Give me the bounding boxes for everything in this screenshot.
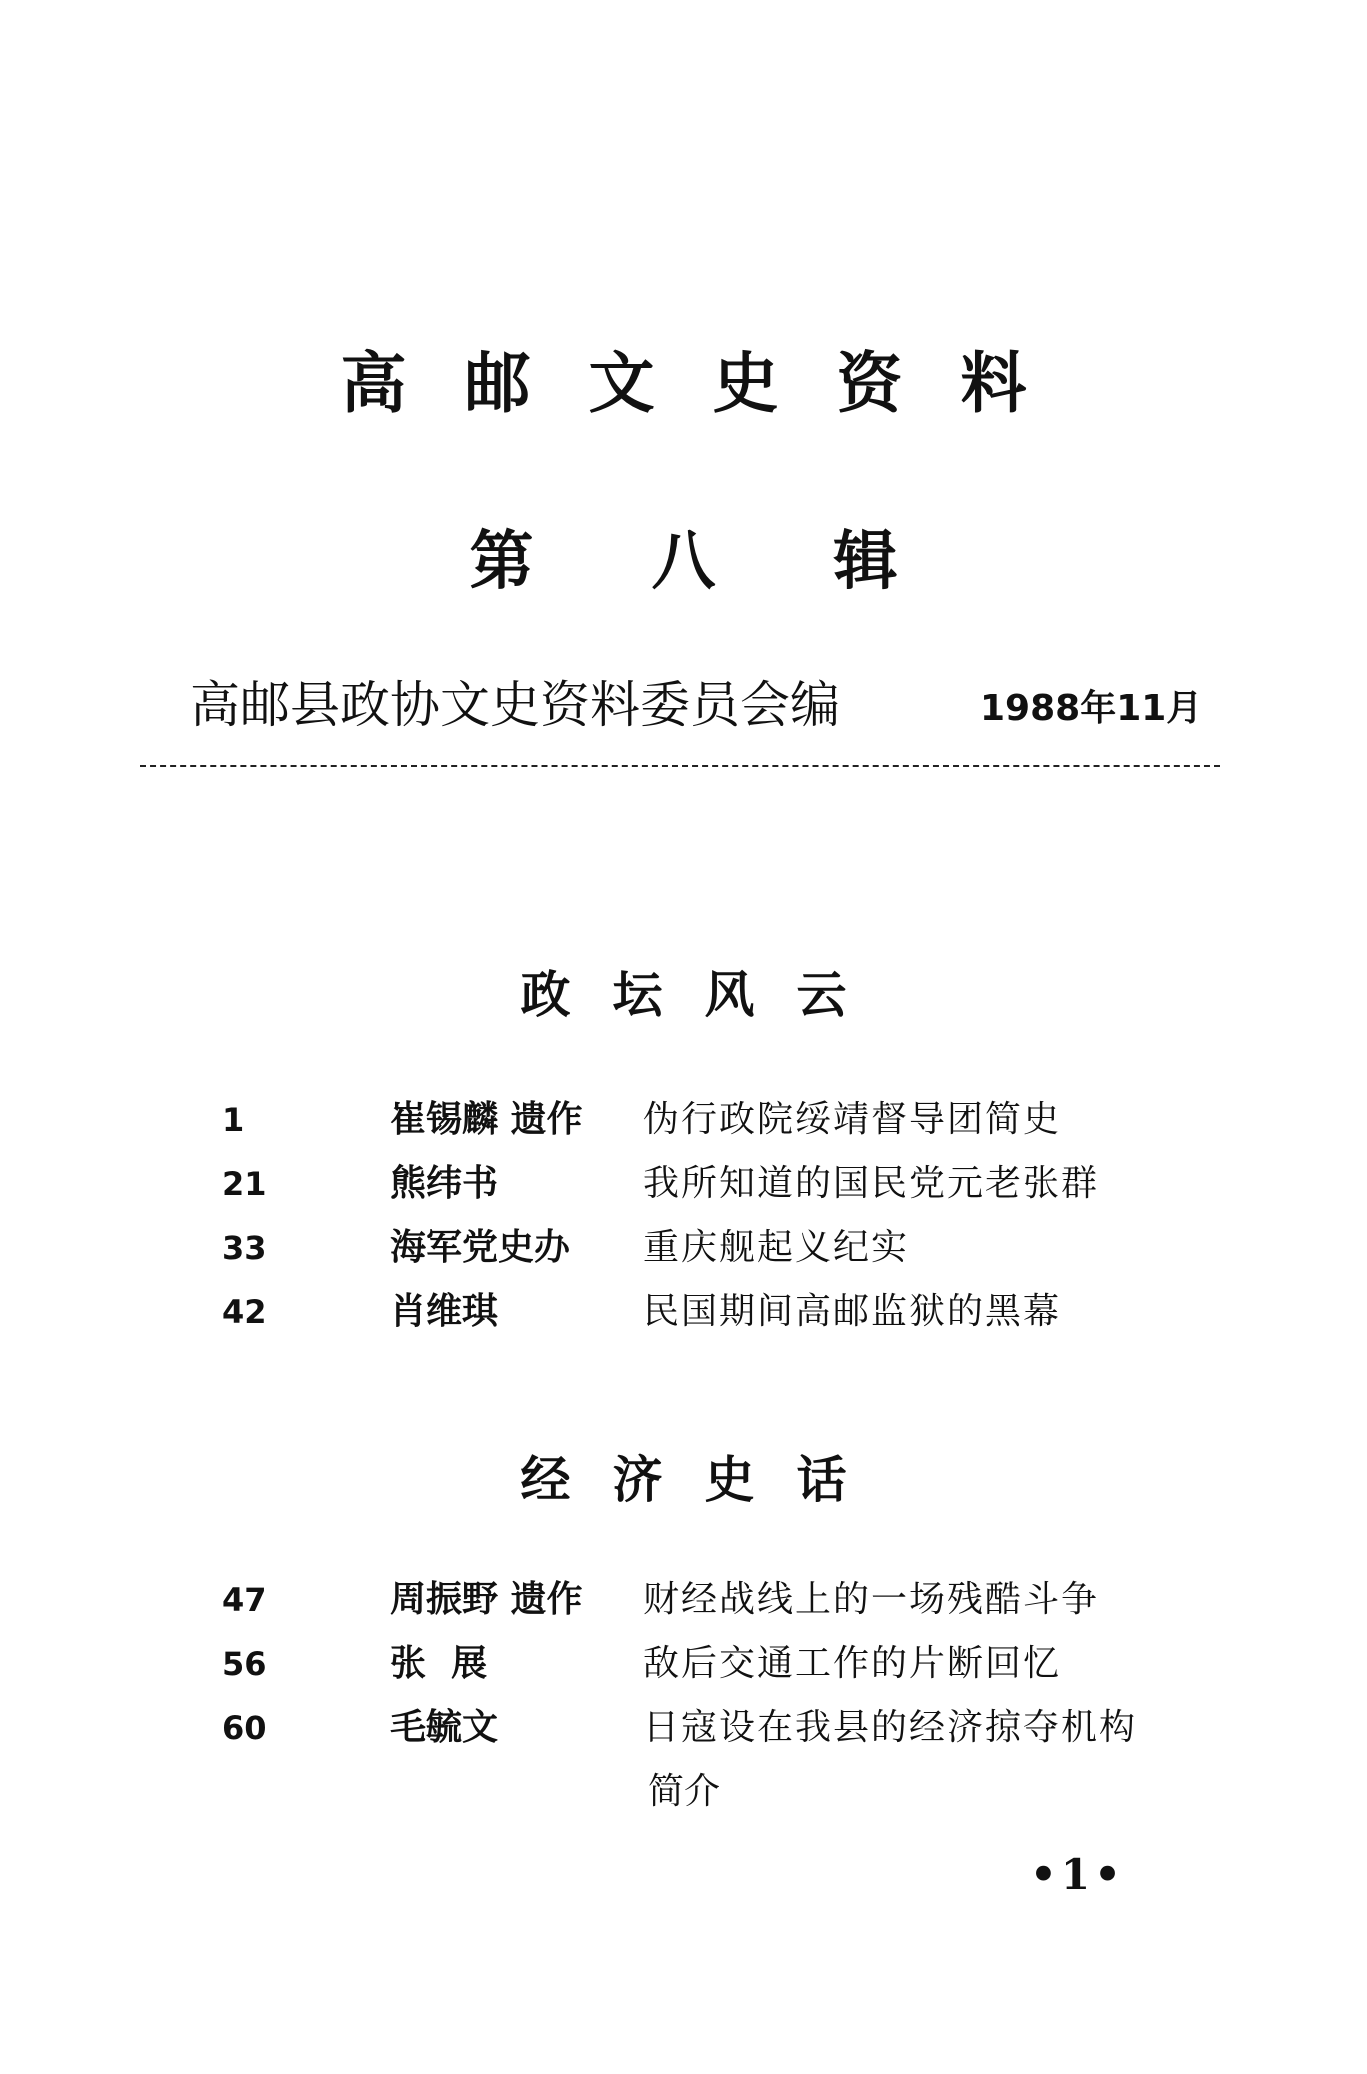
toc-title-continuation: 简介	[648, 1771, 721, 1812]
toc-title: 我所知道的国民党元老张群	[643, 1163, 1100, 1204]
publication-date: 1988年11月	[980, 688, 1203, 729]
toc-entry	[0, 1090, 1367, 1150]
toc-page-number: 33	[222, 1229, 267, 1267]
toc-author: 周振野 遗作	[390, 1579, 583, 1620]
toc-page-number: 56	[222, 1645, 267, 1683]
toc-title: 重庆舰起义纪实	[643, 1227, 910, 1268]
toc-author: 崔锡麟 遗作	[390, 1099, 583, 1140]
section-heading-politics: 政坛风云	[520, 966, 889, 1024]
volume-number: 第八辑	[469, 525, 1016, 599]
toc-title: 日寇设在我县的经济掠夺机构	[643, 1707, 1138, 1748]
toc-entry	[0, 1154, 1367, 1214]
toc-title: 伪行政院绥靖督导团简史	[643, 1099, 1062, 1140]
toc-author: 熊纬书	[390, 1163, 499, 1204]
toc-entry	[0, 1218, 1367, 1278]
toc-author: 毛毓文	[390, 1707, 499, 1748]
toc-page-number: 1	[222, 1101, 245, 1139]
divider-rule	[140, 765, 1220, 767]
toc-page-number: 60	[222, 1709, 267, 1747]
toc-page-number: 21	[222, 1165, 267, 1203]
toc-page-number: 47	[222, 1581, 267, 1619]
toc-entry	[0, 1698, 1367, 1758]
toc-author: 张 展	[390, 1643, 488, 1684]
toc-title: 民国期间高邮监狱的黑幕	[643, 1291, 1062, 1332]
section-heading-economy: 经济史话	[520, 1451, 889, 1509]
toc-entry	[0, 1282, 1367, 1342]
toc-entry	[0, 1634, 1367, 1694]
book-title: 高邮文史资料	[340, 345, 1085, 422]
page-number: •1•	[1030, 1850, 1125, 1899]
editor-line: 高邮县政协文史资料委员会编	[190, 676, 840, 734]
toc-page-number: 42	[222, 1293, 267, 1331]
toc-title: 敌后交通工作的片断回忆	[643, 1643, 1062, 1684]
toc-author: 肖维琪	[390, 1291, 499, 1332]
toc-entry	[0, 1570, 1367, 1630]
toc-author: 海军党史办	[390, 1227, 571, 1268]
toc-title: 财经战线上的一场残酷斗争	[643, 1579, 1100, 1620]
